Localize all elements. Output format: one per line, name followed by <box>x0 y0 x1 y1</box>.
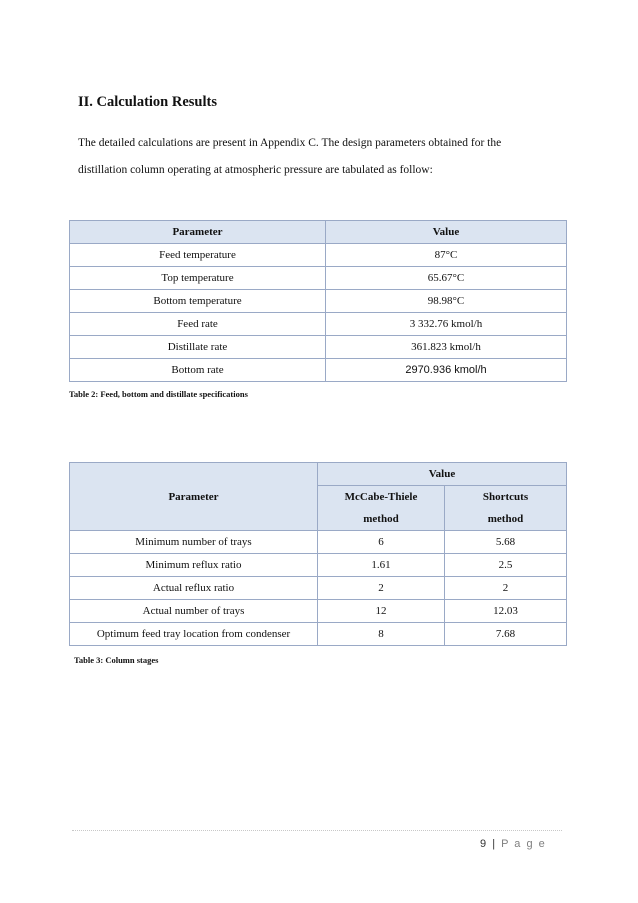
header-parameter: Parameter <box>70 221 326 244</box>
header-text: Shortcuts <box>482 491 529 503</box>
page-label: P a g e <box>501 838 547 850</box>
cell-shortcut: 5.68 <box>445 531 567 554</box>
table-row <box>70 531 567 554</box>
table-header-row <box>70 221 567 244</box>
cell-shortcut: 2 <box>445 577 567 600</box>
header-value: Value <box>326 221 567 244</box>
cell-parameter: Minimum reflux ratio <box>70 554 318 577</box>
header-shortcuts <box>445 486 567 531</box>
table-row <box>70 290 567 313</box>
table-header-row <box>70 463 567 486</box>
column-stages-table <box>69 462 567 646</box>
table-caption: Table 3: Column stages <box>74 655 159 665</box>
cell-value: 87°C <box>326 244 567 267</box>
table-row <box>70 244 567 267</box>
cell-parameter: Minimum number of trays <box>70 531 318 554</box>
cell-parameter: Feed temperature <box>70 244 326 267</box>
table-row <box>70 554 567 577</box>
feed-specifications-table <box>69 220 567 382</box>
table-row <box>70 313 567 336</box>
cell-value: 361.823 kmol/h <box>326 336 567 359</box>
page-number: 9 <box>480 838 488 850</box>
cell-value: 2970.936 kmol/h <box>326 359 567 382</box>
cell-parameter: Actual reflux ratio <box>70 577 318 600</box>
header-text: McCabe-Thiele <box>344 491 418 503</box>
page-footer <box>480 838 546 850</box>
cell-value: 3 332.76 kmol/h <box>326 313 567 336</box>
table-row <box>70 267 567 290</box>
table-row <box>70 359 567 382</box>
footer-separator: | <box>492 838 497 850</box>
cell-parameter: Distillate rate <box>70 336 326 359</box>
cell-mccabe: 12 <box>318 600 445 623</box>
cell-parameter: Actual number of trays <box>70 600 318 623</box>
cell-mccabe: 6 <box>318 531 445 554</box>
cell-parameter: Optimum feed tray location from condenser <box>70 623 318 646</box>
table-caption: Table 2: Feed, bottom and distillate specifications <box>69 389 248 399</box>
cell-parameter: Bottom rate <box>70 359 326 382</box>
table-row <box>70 336 567 359</box>
header-text: method <box>363 513 399 525</box>
cell-parameter: Bottom temperature <box>70 290 326 313</box>
table-row <box>70 600 567 623</box>
table-row <box>70 623 567 646</box>
header-parameter: Parameter <box>70 463 318 531</box>
footer-divider <box>72 830 562 831</box>
cell-parameter: Top temperature <box>70 267 326 290</box>
paragraph-line: distillation column operating at atmospheric pressure are tabulated as follow: <box>78 164 433 176</box>
header-value: Value <box>318 463 567 486</box>
header-mccabe <box>318 486 445 531</box>
cell-value: 98.98°C <box>326 290 567 313</box>
cell-value: 65.67°C <box>326 267 567 290</box>
paragraph-line: The detailed calculations are present in Appendix C. The design parameters obtained for the <box>78 137 502 149</box>
cell-mccabe: 1.61 <box>318 554 445 577</box>
table-row <box>70 577 567 600</box>
section-heading: II. Calculation Results <box>78 94 217 110</box>
cell-parameter: Feed rate <box>70 313 326 336</box>
header-text: method <box>487 513 524 525</box>
cell-shortcut: 7.68 <box>445 623 567 646</box>
cell-mccabe: 8 <box>318 623 445 646</box>
cell-shortcut: 2.5 <box>445 554 567 577</box>
cell-shortcut: 12.03 <box>445 600 567 623</box>
cell-mccabe: 2 <box>318 577 445 600</box>
intro-paragraph <box>78 130 578 184</box>
